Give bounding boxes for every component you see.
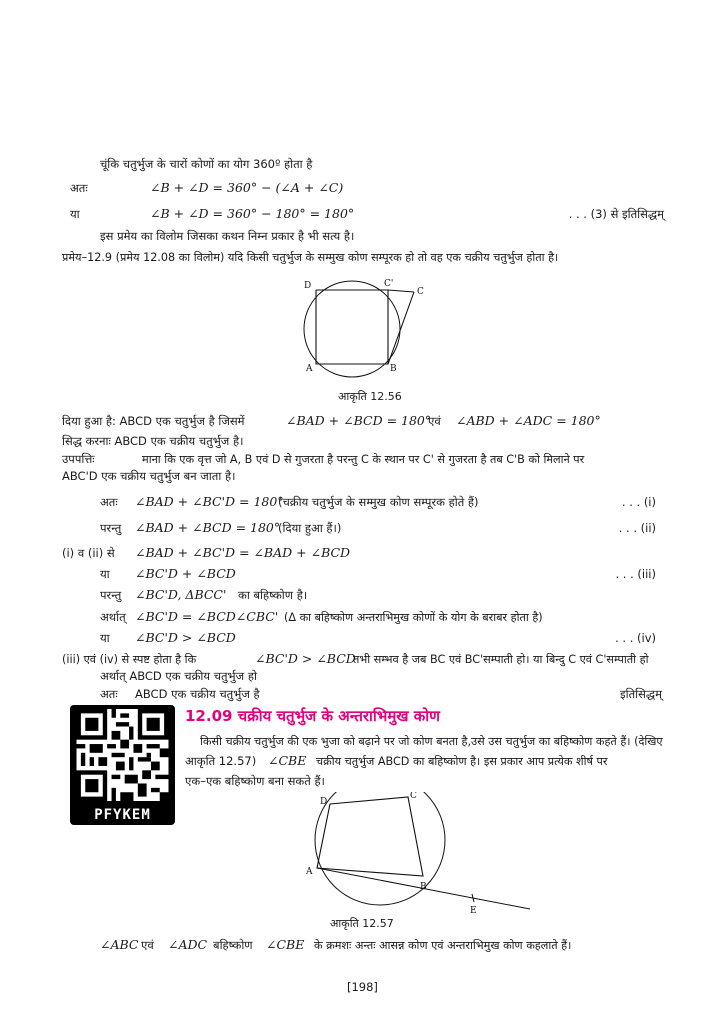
label: या xyxy=(70,207,80,221)
text-line: तभी सम्भव है जब BC एवं BC'सम्पाती हो। या बिन्दु C एवं C'सम्पाती हो xyxy=(353,653,649,666)
equation: ∠B + ∠D = 360° − 180° = 180° xyxy=(150,206,355,221)
label-b: B xyxy=(420,882,427,892)
equation-number: . . . (ii) xyxy=(618,521,656,535)
inline-math: ∠CBE xyxy=(268,753,307,768)
proof-label: उपपत्तिः xyxy=(62,452,95,466)
page-number: [198] xyxy=(347,980,378,994)
equation: ∠BC'D + ∠BCD xyxy=(135,566,236,581)
quadrilateral xyxy=(317,797,423,876)
text-line: (iii) एवं (iv) से स्पष्ट होता है कि xyxy=(62,653,197,666)
reference: . . . (3) से इतिसिद्धम् xyxy=(568,207,664,221)
theorem-statement: प्रमेय–12.9 (प्रमेय 12.08 का विलोम) यदि किसी चतुर्भुज के सम्मुख कोण सम्पूरक हो तो वह एक चक्रीय चतुर्भुज होता है। xyxy=(62,251,559,264)
label-d: D xyxy=(320,797,328,807)
equation: ∠BC'D, ΔBCC' xyxy=(135,587,227,602)
label-d: D xyxy=(304,281,312,291)
text-line: ABC'D एक चक्रीय चतुर्भुज बन जाता है। xyxy=(62,469,236,483)
figure-12-57 xyxy=(300,792,535,916)
label: या xyxy=(100,567,110,581)
text-line: माना कि एक वृत्त जो A, B एवं D से गुजरता है परन्तु C के स्थान पर C' से गुजरता है तब C'B को मिलाने पर xyxy=(142,453,585,466)
paragraph-line: आकृति 12.57) xyxy=(185,754,257,768)
equation: ∠BAD + ∠BCD = 180° xyxy=(286,413,432,428)
label: परन्तु xyxy=(100,588,122,602)
equation: ∠BC'D = ∠BCD∠CBC' xyxy=(135,609,279,624)
circle xyxy=(304,281,400,377)
reason: (चक्रीय चतुर्भुज के सम्मुख कोण सम्पूरक होते हैं) xyxy=(278,495,479,509)
reason: (दिया हुआ हैं।) xyxy=(278,521,342,535)
equation: ∠BAD + ∠BC'D = ∠BAD + ∠BCD xyxy=(135,545,351,560)
paragraph-line: किसी चक्रीय चतुर्भुज की एक भुजा को बढ़ाने पर जो कोण बनता है,उसे उस चतुर्भुज का बहिष्कोण कहते हैं। (देखिए xyxy=(200,735,663,748)
label-c-prime: C' xyxy=(384,279,394,289)
label: या xyxy=(100,631,110,645)
label-a: A xyxy=(306,364,313,374)
figure-caption: आकृति 12.57 xyxy=(330,917,394,930)
paragraph-line: चक्रीय चतुर्भुज ABCD का बहिष्कोण है। इस प्रकार आप प्रत्येक शीर्ष पर xyxy=(316,755,608,768)
qed: इतिसिद्धम् xyxy=(620,687,662,701)
inline-math: ∠CBE xyxy=(266,937,305,952)
equation-number: . . . (i) xyxy=(621,495,656,509)
label-c: C xyxy=(410,792,417,801)
equation: ∠ABD + ∠ADC = 180° xyxy=(456,413,601,428)
label: अर्थात् xyxy=(100,610,126,624)
equation-number: . . . (iii) xyxy=(615,567,656,581)
side-cc xyxy=(388,290,414,292)
text-line: का बहिष्कोण है। xyxy=(238,588,308,602)
qr-code-image xyxy=(75,709,170,801)
text-line: अर्थात् ABCD एक चक्रीय चतुर्भुज हो xyxy=(100,669,257,683)
label-c: C xyxy=(417,287,424,297)
label-a: A xyxy=(306,867,313,877)
label: अतः xyxy=(100,687,118,701)
label: (i) व (ii) से xyxy=(62,546,115,560)
to-prove: सिद्ध करनाः ABCD एक चक्रीय चतुर्भुज है। xyxy=(62,434,244,448)
equation: ∠BAD + ∠BC'D = 180° xyxy=(135,494,284,509)
text-line: चूंकि चतुर्भुज के चारों कोणों का योग 360º होता है xyxy=(100,157,313,171)
label: परन्तु xyxy=(100,521,122,535)
equation-number: . . . (iv) xyxy=(615,631,656,645)
text-line: इस प्रमेय का विलोम जिसका कथन निम्न प्रकार है भी सत्य है। xyxy=(100,229,355,243)
inline-math: ∠ABC xyxy=(100,937,139,952)
figure-caption: आकृति 12.56 xyxy=(338,390,402,403)
quadrilateral xyxy=(316,290,388,364)
qr-code-block[interactable] xyxy=(70,705,175,825)
equation: ∠BC'D > ∠BCD xyxy=(255,651,356,666)
label-b: B xyxy=(390,364,397,374)
label: अतः xyxy=(70,181,88,195)
label-e: E xyxy=(470,906,477,916)
section-heading: 12.09 चक्रीय चतुर्भुज के अन्तराभिमुख कोण xyxy=(185,707,441,725)
equation: ∠BC'D > ∠BCD xyxy=(135,630,236,645)
equation: ∠BAD + ∠BCD = 180° xyxy=(135,520,281,535)
text-fragment: बहिष्कोण xyxy=(213,938,253,952)
label: अतः xyxy=(100,495,118,509)
paragraph-line: एक–एक बहिष्कोण बना सकते हैं। xyxy=(185,774,325,788)
conjunction: एवं xyxy=(428,414,441,428)
text-fragment: एवं xyxy=(141,938,154,952)
qr-code-label: PFYKEM xyxy=(94,807,151,823)
reason: (Δ का बहिष्कोण अन्तराभिमुख कोणों के योग के बराबर होता है) xyxy=(284,611,543,624)
equation: ∠B + ∠D = 360° − (∠A + ∠C) xyxy=(150,180,344,195)
given-label: दिया हुआ है: ABCD एक चतुर्भुज है जिसमें xyxy=(62,414,245,428)
inline-math: ∠ADC xyxy=(168,937,208,952)
text-fragment: के क्रमशः अन्तः आसन्न कोण एवं अन्तराभिमुख कोण कहलाते हैं। xyxy=(314,939,572,952)
figure-12-56 xyxy=(290,272,440,384)
text-line: ABCD एक चक्रीय चतुर्भुज है xyxy=(135,687,260,701)
